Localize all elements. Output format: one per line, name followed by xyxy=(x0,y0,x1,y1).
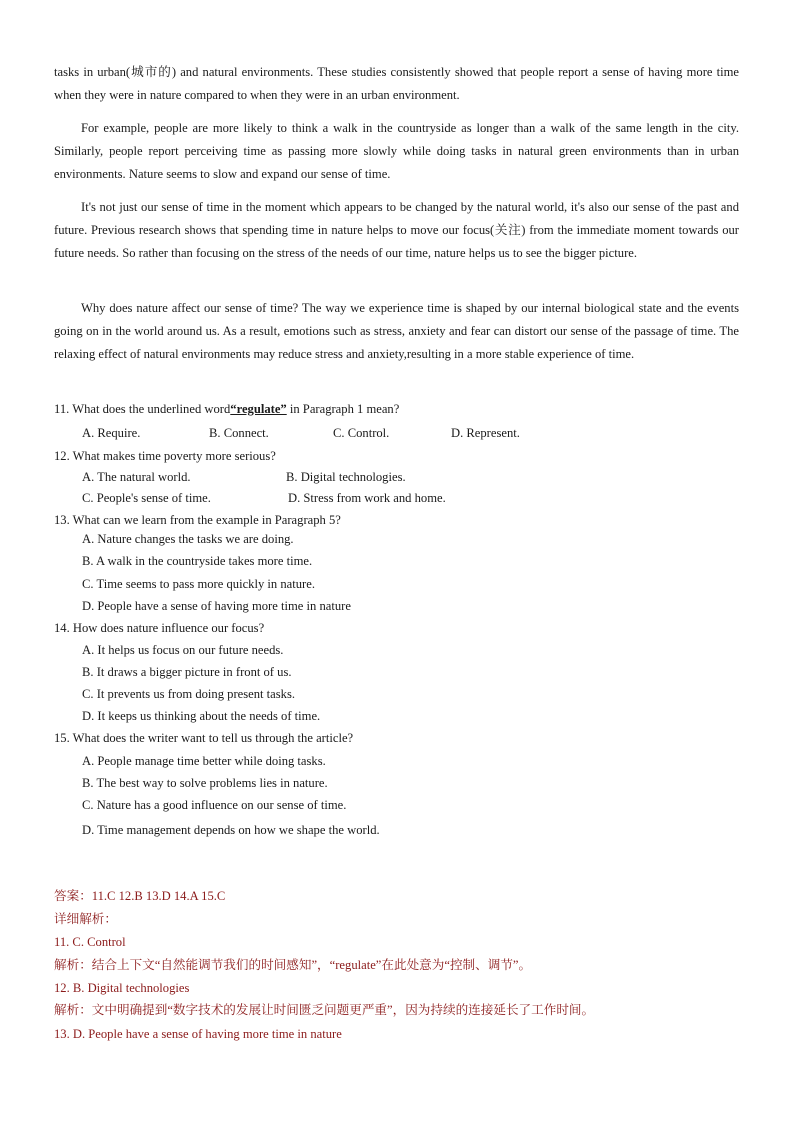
q14-option-d: D. It keeps us thinking about the needs of time. xyxy=(82,709,321,723)
q13-option-c: C. Time seems to pass more quickly in nature. xyxy=(82,577,315,591)
q11-option-d: D. Represent. xyxy=(451,426,520,440)
q12-option-a: A. The natural world. xyxy=(82,470,191,484)
q14-option-b: B. It draws a bigger picture in front of us. xyxy=(82,665,292,679)
q13-option-d: D. People have a sense of having more time in nature xyxy=(82,599,351,613)
underlined-word: “regulate” xyxy=(230,402,287,416)
detail-heading: 详细解析： xyxy=(54,912,117,926)
q15-option-c: C. Nature has a good influence on our sense of time. xyxy=(82,798,347,812)
q15-option-a: A. People manage time better while doing tasks. xyxy=(82,754,326,768)
q14-option-a: A. It helps us focus on our future needs. xyxy=(82,643,284,657)
q12-option-b: B. Digital technologies. xyxy=(286,470,406,484)
q11-option-a: A. Require. xyxy=(82,426,141,440)
q15-option-d: D. Time management depends on how we shape the world. xyxy=(82,823,380,837)
answer-12: 12. B. Digital technologies xyxy=(54,981,190,995)
paragraph-4: Why does nature affect our sense of time? The way we experience time is shaped by our internal biological state and the events going on in the world around us. As a result, emotions such as stress, anxiety and fear can distort our sense of the passage of time. The relaxing effect of natural environments may reduce stress and anxiety,resulting in a more stable experience of time. xyxy=(54,301,739,361)
question-12: 12. What makes time poverty more serious? xyxy=(54,449,276,463)
q12-option-c: C. People's sense of time. xyxy=(82,491,211,505)
q11-option-c: C. Control. xyxy=(333,426,390,440)
explanation-11: 解析：结合上下文“自然能调节我们的时间感知”，“regulate”在此处意为“控制、调节”。 xyxy=(54,958,532,972)
q13-option-b: B. A walk in the countryside takes more time. xyxy=(82,554,313,568)
q12-option-d: D. Stress from work and home. xyxy=(288,491,446,505)
paragraph-3: It's not just our sense of time in the moment which appears to be changed by the natural world, it's also our sense of the past and future. Previous research shows that spending time in nature helps to move our focus(关注) from the immediate moment towards our future needs. So rather than focusing on the stress of the needs of our time, nature helps us to see the bigger picture. xyxy=(54,200,739,260)
question-13: 13. What can we learn from the example in Paragraph 5? xyxy=(54,513,341,527)
question-14: 14. How does nature influence our focus? xyxy=(54,621,265,635)
q14-option-c: C. It prevents us from doing present tasks. xyxy=(82,687,296,701)
answer-11: 11. C. Control xyxy=(54,935,126,949)
paragraph-1: tasks in urban(城市的) and natural environments. These studies consistently showed that people report a sense of having more time when they were in nature compared to when they were in an urban environment. xyxy=(54,65,739,102)
answer-summary: 答案：11.C 12.B 13.D 14.A 15.C xyxy=(54,889,226,903)
q11-option-b: B. Connect. xyxy=(209,426,269,440)
question-11: 11. What does the underlined word“regulate” in Paragraph 1 mean? xyxy=(54,402,400,416)
q15-option-b: B. The best way to solve problems lies in nature. xyxy=(82,776,328,790)
question-15: 15. What does the writer want to tell us through the article? xyxy=(54,731,354,745)
q13-option-a: A. Nature changes the tasks we are doing. xyxy=(82,532,294,546)
answer-13: 13. D. People have a sense of having more time in nature xyxy=(54,1027,342,1041)
explanation-12: 解析：文中明确提到“数字技术的发展让时间匮乏问题更严重”，因为持续的连接延长了工作时间。 xyxy=(54,1003,595,1017)
paragraph-2: For example, people are more likely to think a walk in the countryside as longer than a walk of the same length in the city. Similarly, people report perceiving time as passing more slowly while doing tasks in natural green environments than in urban environments. Nature seems to slow and expand our sense of time. xyxy=(54,121,739,181)
